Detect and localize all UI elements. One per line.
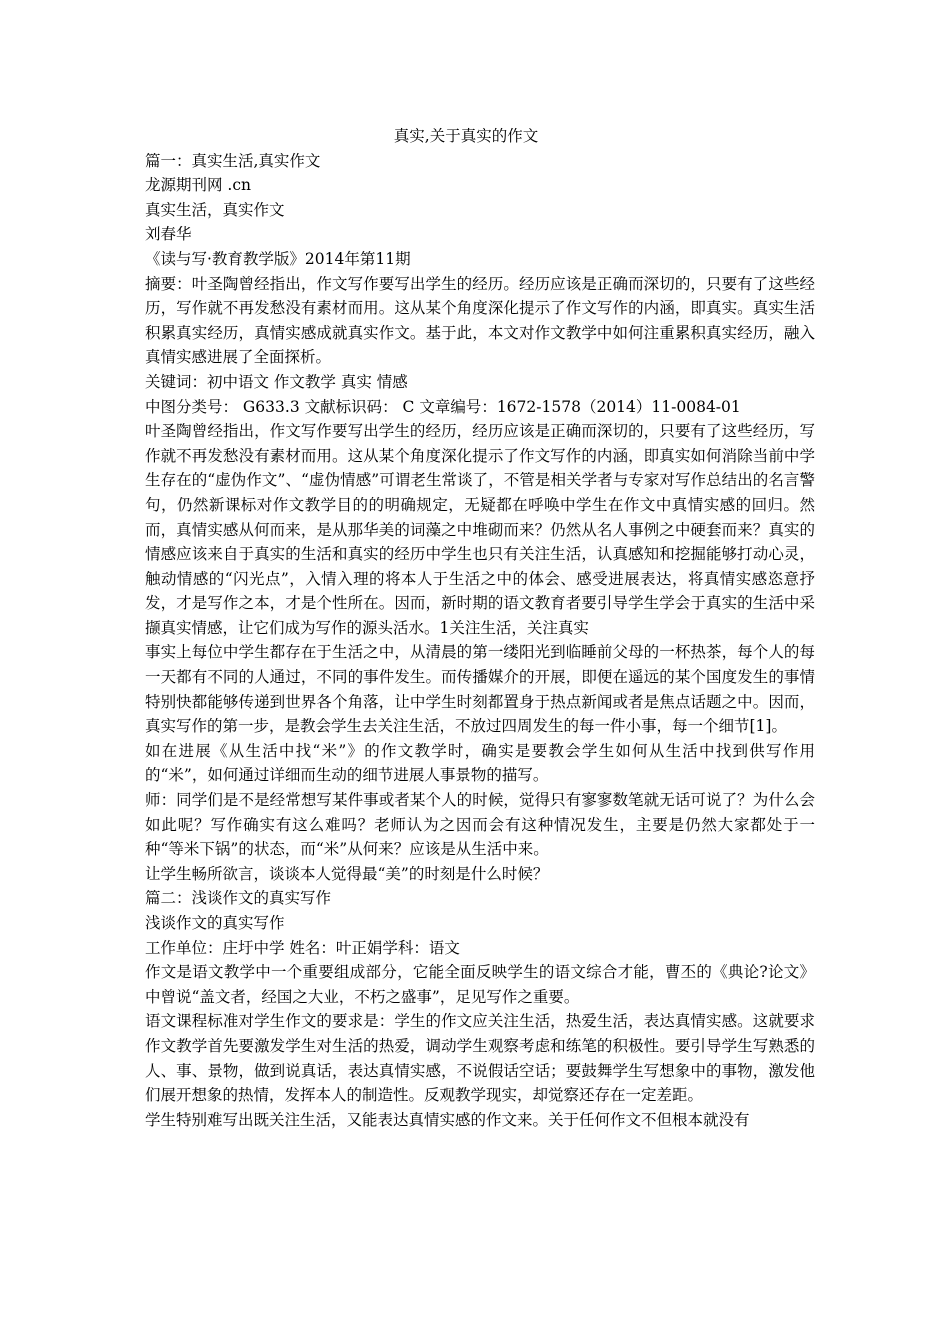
paragraph-article-title: 浅谈作文的真实写作	[145, 914, 285, 932]
paragraph-body: 作文是语文教学中一个重要组成部分，它能全面反映学生的语文综合才能，曹丕的《典论?论文》中曾说“盖文者，经国之大业，不朽之盛事”，足见写作之重要。	[145, 963, 815, 1006]
paragraph-body: 师：同学们是不是经常想写某件事或者某个人的时候，觉得只有寥寥数笔就无话可说了？为什么会如此呢？写作确实有这么难吗？老师认为之因而会有这种情况发生，主要是仍然大家都处于一种“等米下锅”的状态，而“米”从何来？应该是从生活中来。	[145, 791, 815, 859]
paragraph-abstract: 摘要：叶圣陶曾经指出，作文写作要写出学生的经历。经历应该是正确而深切的，只要有了这些经历，写作就不再发愁没有素材而用。这从某个角度深化提示了作文写作的内涵，即真实。真实生活积累真实经历，真情实感成就真实作文。基于此，本文对作文教学中如何注重累积真实经历，融入真情实感进展了全面探析。	[145, 274, 815, 367]
paragraph-section-one-heading: 篇一：真实生活,真实作文	[145, 151, 321, 170]
paragraph-source-site: 龙源期刊网 .cn	[145, 176, 252, 195]
paragraph-journal: 《读与写·教育教学版》2014年第11期	[145, 249, 411, 268]
document-body	[145, 124, 815, 1132]
paragraph-body: 学生特别难写出既关注生活，又能表达真情实感的作文来。关于任何作文不但根本就没有	[145, 1110, 750, 1129]
document-title: 真实,关于真实的作文	[393, 127, 539, 145]
paragraph-keywords: 关键词：初中语文 作文教学 真实 情感	[145, 372, 408, 391]
paragraph-article-title: 真实生活，真实作文	[145, 200, 285, 219]
paragraph-body: 语文课程标准对学生作文的要求是：学生的作文应关注生活，热爱生活，表达真情实感。这就要求作文教学首先要激发学生对生活的热爱，调动学生观察考虑和练笔的积极性。要引导学生写熟悉的人、事、景物，做到说真话，表达真情实感，不说假话空话；要鼓舞学生写想象中的事物，激发他们展开想象的热情，发挥本人的制造性。反观教学现实，却觉察还存在一定差距。	[145, 1012, 815, 1105]
paragraph-author: 刘春华	[145, 225, 192, 244]
paragraph-body: 让学生畅所欲言，谈谈本人觉得最“美”的时刻是什么时候？	[145, 864, 549, 883]
paragraph-body: 如在进展《从生活中找“米”》的作文教学时，确实是要教会学生如何从生活中找到供写作用的“米”，如何通过详细而生动的细节进展人事景物的描写。	[145, 741, 815, 785]
paragraph-body: 事实上每位中学生都存在于生活之中，从清晨的第一缕阳光到临睡前父母的一杯热茶，每个人的每一天都有不同的人通过，不同的事件发生。而传播媒介的开展，即便在遥远的某个国度发生的事情特别快都能够传递到世界各个角落，让中学生时刻都置身于热点新闻或者是焦点话题之中。因而，真实写作的第一步，是教会学生去关注生活，不放过四周发生的每一件小事，每一个细节[1]。	[145, 643, 815, 736]
paragraph-section-two-heading: 篇二：浅谈作文的真实写作	[145, 889, 332, 908]
paragraph-body: 叶圣陶曾经指出，作文写作要写出学生的经历，经历应该是正确而深切的，只要有了这些经历，写作就不再发愁没有素材而用。这从某个角度深化提示了作文写作的内涵，即真实如何消除当前中学生存在的“虚伪作文”、“虚伪情感”可谓老生常谈了，不管是相关学者与专家对写作总结出的名言警句，仍然新课标对作文教学目的的明确规定，无疑都在呼唤中学生在作文中真情实感的回归。然而，真情实感从何而来，是从那华美的词藻之中堆砌而来？仍然从名人事例之中硬套而来？真实的情感应该来自于真实的生活和真实的经历中学生也只有关注生活，认真感知和挖掘能够打动心灵，触动情感的“闪光点”，入情入理的将本人于生活之中的体会、感受进展表达，将真情实感恣意抒发，才是写作之本，才是个性所在。因而，新时期的语文教育者要引导学生学会于真实的生活中采撷真实情感，让它们成为写作的源头活水。1关注生活，关注真实	[145, 422, 815, 637]
paragraph-author-info: 工作单位：庄圩中学 姓名：叶正娟学科：语文	[145, 938, 460, 957]
paragraph-classification: 中图分类号： G633.3 文献标识码： C 文章编号：1672-1578（2014）11-0084-01	[145, 397, 741, 416]
